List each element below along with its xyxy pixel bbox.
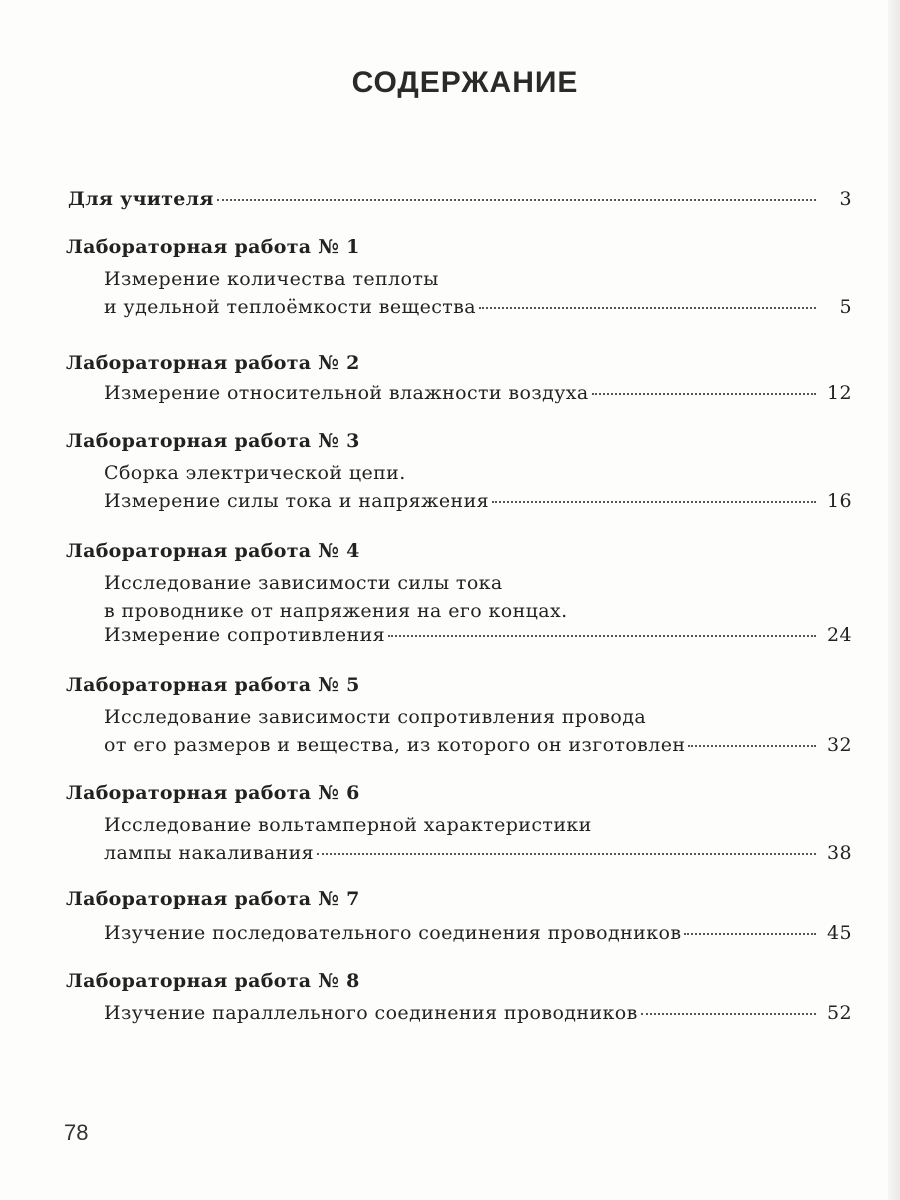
toc-entry-label: Изучение параллельного соединения проводников [104, 1002, 638, 1024]
dot-leader [317, 852, 816, 855]
lab-heading-6: Лабораторная работа № 6 [66, 782, 360, 804]
dot-leader [479, 306, 816, 309]
page-title: СОДЕРЖАНИЕ [351, 66, 579, 99]
dot-leader [641, 1012, 816, 1015]
toc-entry-label: Измерение сопротивления [104, 624, 386, 646]
toc-entry-lab-7[interactable] [104, 922, 852, 952]
toc-entry-lab-3[interactable] [104, 490, 852, 520]
page-number: 78 [64, 1120, 89, 1145]
lab-heading-5: Лабораторная работа № 5 [66, 674, 360, 696]
toc-page-number: 45 [827, 922, 852, 944]
toc-entry-lab-2[interactable] [104, 382, 852, 412]
toc-entry-label: Изучение последовательного соединения проводников [104, 922, 682, 944]
lab-1-line-1: Измерение количества теплоты [104, 268, 439, 290]
toc-page-number: 38 [827, 842, 852, 864]
dot-leader [688, 744, 816, 747]
toc-entry-label: Измерение относительной влажности воздуха [104, 382, 589, 404]
lab-5-line-1: Исследование зависимости сопротивления провода [104, 706, 647, 728]
toc-entry-label: лампы накаливания [104, 842, 315, 864]
toc-page-number: 3 [839, 188, 852, 210]
toc-entry-lab-8[interactable] [104, 1002, 852, 1032]
toc-page-number: 32 [827, 734, 852, 756]
lab-heading-8: Лабораторная работа № 8 [66, 970, 360, 992]
lab-3-line-1: Сборка электрической цепи. [104, 462, 406, 484]
lab-6-line-1: Исследование вольтамперной характеристики [104, 814, 592, 836]
toc-page-number: 16 [827, 490, 852, 512]
dot-leader [592, 392, 816, 395]
toc-page-number: 52 [827, 1002, 852, 1024]
toc-entry-label: от его размеров и вещества, из которого он изготовлен [104, 734, 686, 756]
lab-heading-2: Лабораторная работа № 2 [66, 352, 360, 374]
toc-entry-label: Измерение силы тока и напряжения [104, 490, 490, 512]
toc-page-number: 5 [839, 296, 852, 318]
toc-entry-lab-1[interactable] [104, 296, 852, 326]
toc-entry-label: Для учителя [68, 188, 214, 210]
lab-heading-7: Лабораторная работа № 7 [66, 888, 360, 910]
lab-heading-3: Лабораторная работа № 3 [66, 430, 360, 452]
toc-entry-lab-4[interactable] [104, 624, 852, 654]
page-edge-shadow [888, 0, 900, 1200]
toc-entry-lab-6[interactable] [104, 842, 852, 872]
toc-entry-lab-5[interactable] [104, 734, 852, 764]
toc-page-number: 12 [827, 382, 852, 404]
dot-leader [684, 932, 816, 935]
lab-heading-4: Лабораторная работа № 4 [66, 540, 360, 562]
dot-leader [492, 500, 816, 503]
dot-leader [217, 198, 816, 201]
lab-heading-1: Лабораторная работа № 1 [66, 236, 360, 258]
toc-entry-label: и удельной теплоёмкости вещества [104, 296, 476, 318]
lab-4-line-1: Исследование зависимости силы тока [104, 572, 503, 594]
dot-leader [388, 634, 816, 637]
lab-4-line-2: в проводнике от напряжения на его концах. [104, 600, 568, 622]
toc-page-number: 24 [827, 624, 852, 646]
toc-entry-for-teacher[interactable] [68, 188, 852, 218]
